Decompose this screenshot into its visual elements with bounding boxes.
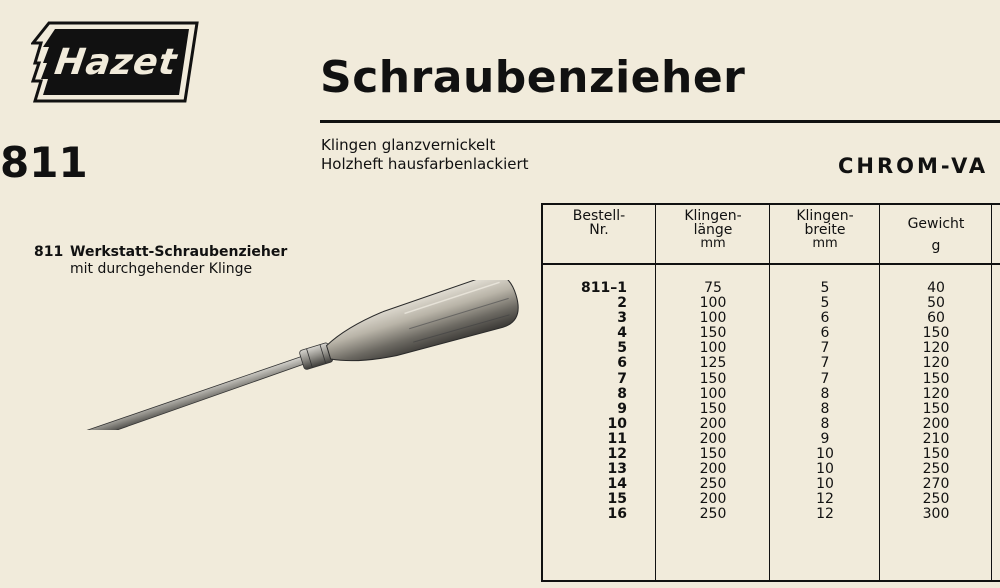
header-line: Gewicht — [907, 216, 965, 232]
table-cell: 150 — [922, 370, 950, 387]
table-cell: 250 — [699, 506, 727, 523]
header-line: Klingen- — [796, 208, 854, 224]
table-cell: 250 — [922, 461, 950, 478]
table-cell: 3 — [617, 310, 627, 327]
table-cell: 7 — [820, 370, 830, 387]
table-cell: 60 — [927, 310, 945, 327]
table-cell: 100 — [699, 310, 727, 327]
weight-cells — [880, 281, 992, 523]
blade-width-cells — [770, 281, 880, 523]
column-weight — [879, 205, 992, 580]
table-cell: 150 — [922, 400, 950, 417]
table-cell: 7 — [617, 370, 627, 387]
item-name: Werkstatt-Schraubenzieher — [70, 244, 288, 260]
order-number-cells — [543, 281, 655, 523]
page-title: Schraubenzieher — [320, 52, 746, 103]
item-description: mit durchgehender Klinge — [70, 261, 253, 277]
table-cell: 10 — [816, 476, 834, 493]
table-cell: 8 — [617, 385, 627, 402]
table-cell: 15 — [607, 491, 627, 508]
table-cell: 7 — [820, 355, 830, 372]
table-cell: 6 — [820, 325, 830, 342]
table-cell: 150 — [922, 325, 950, 342]
table-cell: 50 — [927, 295, 945, 312]
column-header — [656, 205, 770, 261]
screwdriver-image — [30, 280, 530, 430]
subtitle — [321, 136, 529, 174]
title-rule — [320, 120, 1000, 123]
table-cell: 150 — [699, 370, 727, 387]
table-cell: 12 — [607, 446, 627, 463]
table-cell: 8 — [820, 415, 830, 432]
model-number: 811 — [0, 138, 88, 187]
column-cut-off — [991, 205, 1000, 580]
table-cell: 150 — [699, 446, 727, 463]
table-cell: 75 — [704, 280, 722, 296]
table-cell: 13 — [607, 461, 627, 478]
table-cell: 5 — [820, 295, 830, 312]
table-cell: 270 — [922, 476, 950, 493]
material-label: CHROM-VA — [838, 154, 989, 178]
header-line: breite — [804, 222, 846, 238]
table-cell: 100 — [699, 295, 727, 312]
table-cell: 7 — [820, 340, 830, 357]
table-cell: 10 — [607, 415, 627, 432]
table-cell: 250 — [699, 476, 727, 493]
table-cell: 9 — [617, 400, 627, 417]
table-cell: 120 — [922, 385, 950, 402]
table-cell: 2 — [617, 295, 627, 312]
blade-length-cells — [656, 281, 770, 523]
table-cell: 6 — [820, 310, 830, 327]
table-cell: 811–1 — [581, 280, 627, 296]
table-cell: 11 — [607, 430, 627, 447]
table-cell: 5 — [820, 280, 830, 296]
table-cell: 12 — [816, 506, 834, 523]
table-cell: 9 — [820, 430, 830, 447]
table-cell: 120 — [922, 340, 950, 357]
table-cell: 150 — [699, 325, 727, 342]
item-caption — [34, 244, 287, 278]
column-blade-length — [655, 205, 770, 580]
table-cell: 300 — [922, 506, 950, 523]
header-line: Klingen- — [684, 208, 742, 224]
table-cell: 250 — [922, 491, 950, 508]
table-cell: 200 — [699, 415, 727, 432]
table-cell: 120 — [922, 355, 950, 372]
table-cell: 8 — [820, 385, 830, 402]
table-cell: 5 — [617, 340, 627, 357]
table-cell: 150 — [699, 400, 727, 417]
brand-name: Hazet — [52, 41, 180, 83]
specs-table — [541, 203, 1000, 582]
item-number: 811 — [34, 244, 64, 260]
table-cell: 6 — [617, 355, 627, 372]
table-cell: 4 — [617, 325, 627, 342]
table-cell: 125 — [699, 355, 727, 372]
table-cell: 100 — [699, 385, 727, 402]
table-cell: 200 — [699, 491, 727, 508]
subtitle-line: Klingen glanzvernickelt — [321, 136, 496, 154]
column-header — [880, 205, 992, 261]
header-line: Bestell- — [572, 208, 626, 224]
header-unit: g — [931, 238, 941, 254]
table-cell: 16 — [607, 506, 627, 523]
table-cell: 200 — [922, 415, 950, 432]
table-cell: 40 — [927, 280, 945, 296]
table-cell: 210 — [922, 430, 950, 447]
table-cell: 200 — [699, 430, 727, 447]
subtitle-line: Holzheft hausfarbenlackiert — [321, 155, 529, 173]
table-cell: 14 — [607, 476, 627, 493]
table-cell: 12 — [816, 491, 834, 508]
table-cell: 10 — [816, 446, 834, 463]
hazet-logo — [31, 19, 201, 105]
header-line: Nr. — [589, 222, 609, 238]
column-blade-width — [769, 205, 880, 580]
column-order-number — [543, 205, 655, 580]
column-header — [543, 205, 655, 261]
table-cell: 10 — [816, 461, 834, 478]
table-cell: 8 — [820, 400, 830, 417]
header-unit: mm — [812, 236, 838, 251]
header-line: länge — [693, 222, 733, 238]
table-cell: 100 — [699, 340, 727, 357]
table-cell: 150 — [922, 446, 950, 463]
table-cell: 200 — [699, 461, 727, 478]
header-unit: mm — [700, 236, 726, 251]
column-header — [770, 205, 880, 261]
